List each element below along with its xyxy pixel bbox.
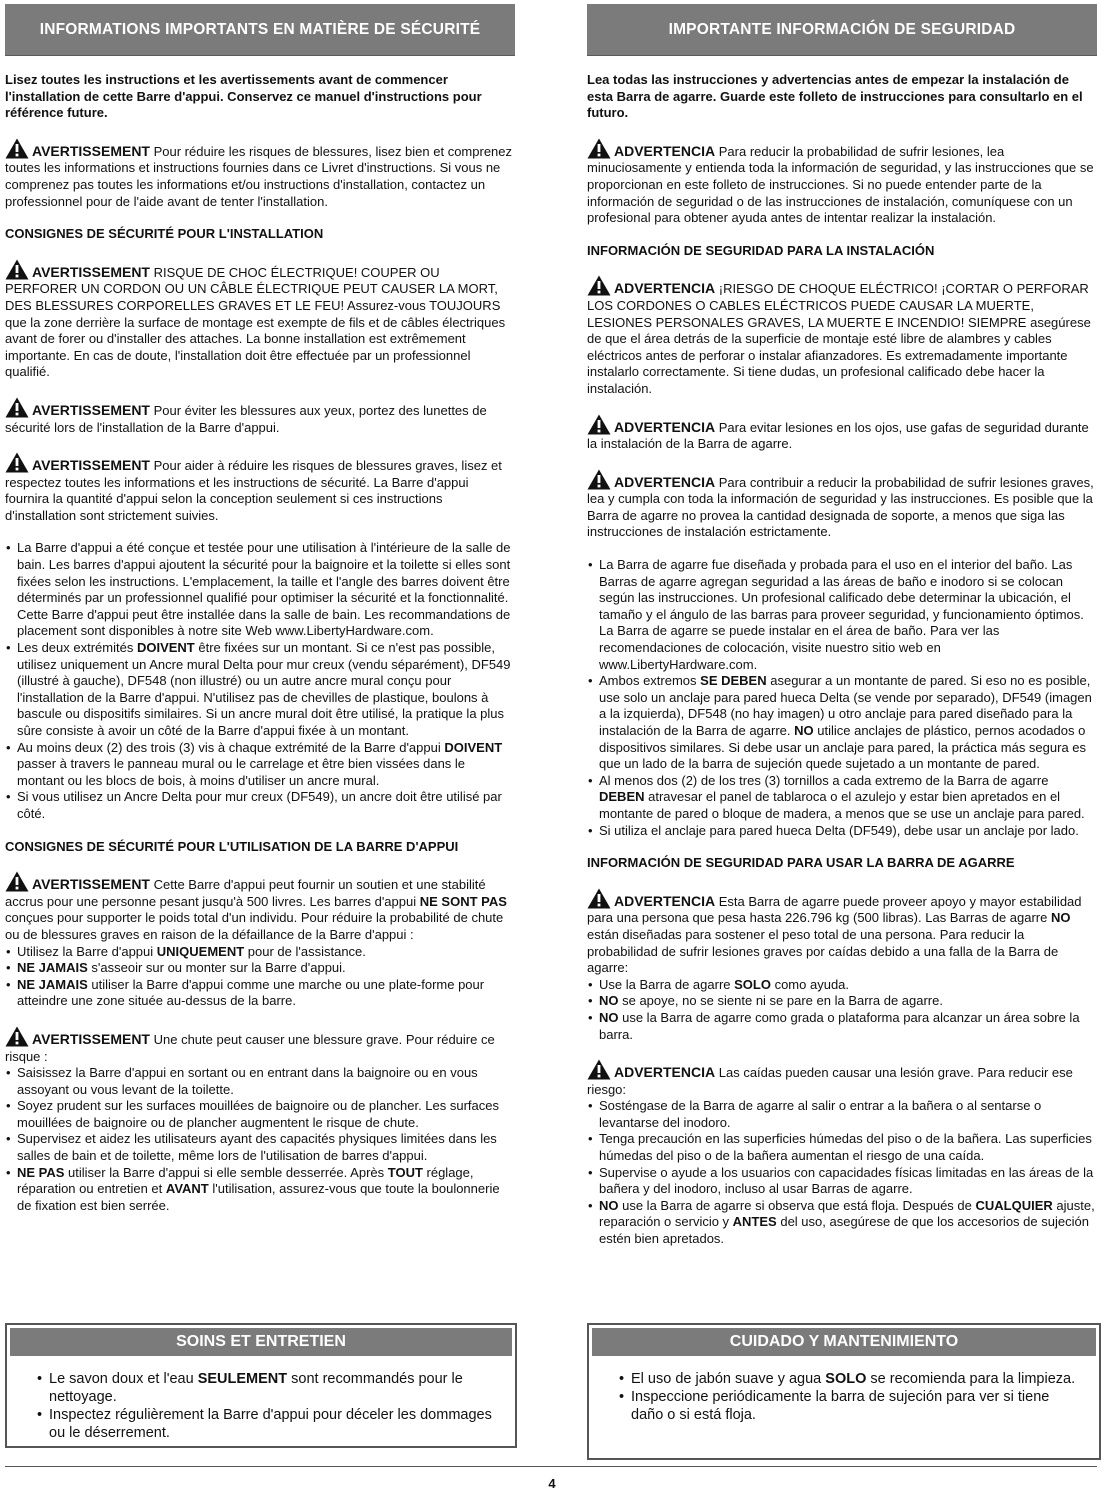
list-item: • El uso de jabón suave y agua SOLO se recomienda para la limpieza. [619, 1370, 1085, 1388]
list-item: • NO use la Barra de agarre como grada o plataforma para alcanzar un área sobre la barra. [587, 1010, 1097, 1043]
list-item: • Les deux extrémités DOIVENT être fixées sur un montant. Si ce n'est pas possible, utilisez uniquement un Ancre mural Delta pour mur creux (vendu séparément), DF549 (illustré à gauche), DF548 (non illustré) ou un autre ancre mural conçu pour l'installation de la Barre d'appui. N'utilisez pas de chevilles de plastique, boulons à bascule ou dispositifs similaires. Si un ancre mural doit être utilisé, la pratique la plus sûre consiste à avoir un côté de la Barre d'appui fixée à un montant. [5, 640, 515, 740]
french-warning-2: AVERTISSEMENT RISQUE DE CHOC ÉLECTRIQUE! COUPER OU PERFORER UN CORDON OU UN CÂBLE ÉLECTRIQUE PEUT CAUSER LA MORT, DES BLESSURES CORPORELLES GRAVES ET LE FEU! Assurez-vous TOUJOURS que la zone derrière la surface de montage est exempte de fils et de câbles électriques avant de forer ou d'installer des attaches. La bonne installation est extrêmement importante. En cas de doute, l'installation doit être effectuée par un professionnel qualifié. [5, 259, 515, 381]
warning-triangle-icon [587, 138, 611, 159]
french-install-list [5, 540, 515, 822]
list-item: • Si utiliza el anclaje para pared hueca Delta (DF549), debe usar un anclaje por lado. [587, 823, 1097, 840]
french-use-list [5, 944, 515, 1010]
french-use-heading: CONSIGNES DE SÉCURITÉ POUR L'UTILISATION DE LA BARRE D'APPUI [5, 838, 459, 854]
warning-triangle-icon [587, 414, 611, 435]
spanish-care-title: CUIDADO Y MANTENIMIENTO [592, 1328, 1096, 1356]
warning-triangle-icon [5, 452, 29, 473]
spanish-warning-1: ADVERTENCIA Para reducir la probabilidad de sufrir lesiones, lea minuciosamente y entienda toda la información de seguridad, y las instrucciones que se proporcionan en este folleto de instrucciones. Si no puede entender parte de la información de seguridad o de las instrucciones de instalación, comuníquese con un profesional para obtener ayuda antes de intentar realizar la instalación. [587, 138, 1097, 227]
list-item: • NO use la Barra de agarre si observa que está floja. Después de CUALQUIER ajuste, reparación o servicio y ANTES del uso, asegúrese de que los accesorios de sujeción estén bien apretados. [587, 1198, 1097, 1248]
french-care-list [7, 1370, 515, 1442]
spanish-column [587, 4, 1097, 1248]
list-item: • Au moins deux (2) des trois (3) vis à chaque extrémité de la Barre d'appui DOIVENT passer à travers le panneau mural ou le carrelage et être bien vissées dans le montant ou les blocs de bois, à moins d'utiliser un ancre mural. [5, 740, 515, 790]
french-warning-6: AVERTISSEMENT Une chute peut causer une blessure grave. Pour réduire ce risque : [5, 1026, 515, 1065]
list-item: • Use la Barra de agarre SOLO como ayuda. [587, 977, 1097, 994]
spanish-warning-6: ADVERTENCIA Las caídas pueden causar una lesión grave. Para reducir ese riesgo: [587, 1059, 1097, 1098]
page-number: 4 [548, 1476, 556, 1491]
spanish-warning-3: ADVERTENCIA Para evitar lesiones en los ojos, use gafas de seguridad durante la instalación de la Barra de agarre. [587, 414, 1097, 453]
list-item: • Inspectez régulièrement la Barre d'appui pour déceler les dommages ou le déserrement. [37, 1406, 501, 1442]
spanish-fall-list [587, 1098, 1097, 1247]
warning-triangle-icon [587, 469, 611, 490]
french-column [5, 4, 515, 1214]
list-item: • Sosténgase de la Barra de agarre al salir o entrar a la bañera o al sentarse o levantarse del inodoro. [587, 1098, 1097, 1131]
warning-triangle-icon [5, 259, 29, 280]
warning-triangle-icon [587, 888, 611, 909]
french-install-heading: CONSIGNES DE SÉCURITÉ POUR L'INSTALLATION [5, 226, 324, 242]
spanish-install-heading: INFORMACIÓN DE SEGURIDAD PARA LA INSTALACIÓN [587, 242, 935, 258]
list-item: • NO se apoye, no se siente ni se pare en la Barra de agarre. [587, 993, 1097, 1010]
list-item: • La Barra de agarre fue diseñada y probada para el uso en el interior del baño. Las Barras de agarre agregan seguridad a las áreas de baño e inodoro si se colocan según las instrucciones. Un profesional calificado debe determinar la ubicación, el tamaño y el ángulo de las barras para proveer seguridad, y funcionamiento óptimos. La Barra de agarre se puede instalar en el área de baño. Para ver las recomendaciones de colocación, visite nuestro sitio web en www.LibertyHardware.com. [587, 557, 1097, 673]
list-item: • Si vous utilisez un Ancre Delta pour mur creux (DF549), un ancre doit être utilisé par côté. [5, 789, 515, 822]
warning-triangle-icon [587, 1059, 611, 1080]
french-warning-4: AVERTISSEMENT Pour aider à réduire les risques de blessures graves, lisez et respectez toutes les informations et les instructions de sécurité. La Barre d'appui fournira la quantité d'appui selon la conception seulement si ces instructions d'installation sont strictement suivies. [5, 452, 515, 524]
spanish-install-list [587, 557, 1097, 839]
list-item: • Soyez prudent sur les surfaces mouillées de baignoire ou de plancher. Les surfaces mouillées de baignoire ou de plancher augmentent le risque de chute. [5, 1098, 515, 1131]
warning-triangle-icon [5, 871, 29, 892]
french-warning-1: AVERTISSEMENT Pour réduire les risques de blessures, lisez bien et comprenez toutes les informations et instructions fournies dans ce Livret d'instructions. Si vous ne comprenez pas toutes les informations et/ou instructions d'installation, contactez un professionnel pour de l'aide avant de tenter l'installation. [5, 138, 515, 210]
spanish-intro: Lea todas las instrucciones y advertencias antes de empezar la instalación de esta Barra de agarre. Guarde este folleto de instrucciones para consultarlo en el futuro. [587, 72, 1083, 121]
french-warning-5: AVERTISSEMENT Cette Barre d'appui peut fournir un soutien et une stabilité accrus pour une personne pesant jusqu'à 500 livres. Les barres d'appui NE SONT PAS conçues pour supporter le poids total d'un individu. Pour réduire la probabilité de chute ou de blessures graves en raison de la défaillance de la Barre d'appui : [5, 871, 515, 943]
spanish-warning-4: ADVERTENCIA Para contribuir a reducir la probabilidad de sufrir lesiones graves, lea y cumpla con toda la información de seguridad y las instrucciones. Es posible que la Barra de agarre no provea la cantidad designada de soporte, a menos que siga las instrucciones de instalación estrictamente. [587, 469, 1097, 541]
list-item: • Supervise o ayude a los usuarios con capacidades físicas limitadas en las áreas de la bañera y del inodoro, incluso al usar Barras de agarre. [587, 1165, 1097, 1198]
spanish-care-list [589, 1370, 1099, 1424]
list-item: • Al menos dos (2) de los tres (3) tornillos a cada extremo de la Barra de agarre DEBEN atravesar el panel de tablaroca o el azulejo y estar bien apretados en el montante de pared o bloque de madera, a menos que se use un anclaje para pared. [587, 773, 1097, 823]
list-item: • NE JAMAIS utiliser la Barre d'appui comme une marche ou une plate-forme pour atteindre une zone située au-dessus de la barre. [5, 977, 515, 1010]
french-care-box [5, 1323, 517, 1448]
list-item: • NE PAS utiliser la Barre d'appui si elle semble desserrée. Après TOUT réglage, réparation ou entretien et AVANT l'utilisation, assurez-vous que toute la boulonnerie de fixation est bien serrée. [5, 1165, 515, 1215]
spanish-care-box [587, 1323, 1101, 1460]
french-section-title: INFORMATIONS IMPORTANTS EN MATIÈRE DE SÉCURITÉ [5, 4, 515, 56]
footer-divider [5, 1466, 1097, 1467]
warning-triangle-icon [5, 1026, 29, 1047]
list-item: • Ambos extremos SE DEBEN asegurar a un montante de pared. Si eso no es posible, use solo un anclaje para pared hueca Delta (se vende por separado), DF549 (imagen a la izquierda), DF548 (no hay imagen) u otro anclaje para pared diseñado para la instalación de la Barra de agarre. NO utilice anclajes de plástico, pernos acodados o dispositivos similares. Si debe usar un anclaje para pared, la práctica más segura es que un lado de la barra de sujeción quede sujetado a un montante de pared. [587, 673, 1097, 773]
french-warning-3: AVERTISSEMENT Pour éviter les blessures aux yeux, portez des lunettes de sécurité lors de l'installation de la Barre d'appui. [5, 397, 515, 436]
list-item: • Saisissez la Barre d'appui en sortant ou en entrant dans la baignoire ou en vous assoyant ou vous levant de la toilette. [5, 1065, 515, 1098]
spanish-warning-5: ADVERTENCIA Esta Barra de agarre puede proveer apoyo y mayor estabilidad para una persona que pesa hasta 226.796 kg (500 libras). Las Barras de agarre NO están diseñadas para sostener el peso total de una persona. Para reducir la probabilidad de sufrir lesiones graves por caídas debido a una falla de la Barra de agarre: [587, 888, 1097, 977]
list-item: • Inspeccione periódicamente la barra de sujeción para ver si tiene daño o si está floja. [619, 1388, 1085, 1424]
list-item: • Utilisez la Barre d'appui UNIQUEMENT pour de l'assistance. [5, 944, 515, 961]
french-intro: Lisez toutes les instructions et les avertissements avant de commencer l'installation de cette Barre d'appui. Conservez ce manuel d'instructions pour référence future. [5, 72, 482, 121]
spanish-use-heading: INFORMACIÓN DE SEGURIDAD PARA USAR LA BARRA DE AGARRE [587, 855, 1015, 871]
warning-triangle-icon [5, 138, 29, 159]
french-fall-list [5, 1065, 515, 1214]
spanish-use-list [587, 977, 1097, 1043]
spanish-section-title: IMPORTANTE INFORMACIÓN DE SEGURIDAD [587, 4, 1097, 56]
spanish-warning-2: ADVERTENCIA ¡RIESGO DE CHOQUE ELÉCTRICO! ¡CORTAR O PERFORAR LOS CORDONES O CABLES ELÉCTRICOS PUEDE CAUSAR LA MUERTE, LESIONES PERSONALES GRAVES, LA MUERTE E INCENDIO! SIEMPRE asegúrese de que el área detrás de la superficie de montaje esté libre de alambres y cables eléctricos antes de perforar o instalar afianzadores. Es extremadamente importante instalarlo correctamente. Si tiene dudas, un profesional calificado debe hacer la instalación. [587, 275, 1097, 397]
warning-triangle-icon [587, 275, 611, 296]
list-item: • Tenga precaución en las superficies húmedas del piso o de la bañera. Las superficies húmedas del piso o de la bañera aumentan el riesgo de una caída. [587, 1131, 1097, 1164]
list-item: • Supervisez et aidez les utilisateurs ayant des capacités physiques limitées dans les salles de bain et de toilette, même lors de l'utilisation de barres d'appui. [5, 1131, 515, 1164]
list-item: • NE JAMAIS s'asseoir sur ou monter sur la Barre d'appui. [5, 960, 515, 977]
list-item: • La Barre d'appui a été conçue et testée pour une utilisation à l'intérieure de la salle de bain. Les barres d'appui ajoutent la sécurité pour la baignoire et la toilette si elles sont fixées selon les instructions. L'emplacement, la taille et l'angle des barres doivent être déterminés par un professionnel qualifié pour optimiser la sécurité et la fonctionnalité. Cette Barre d'appui peut être installée dans la salle de bain. Les recommandations de placement sont disponibles à notre site Web www.LibertyHardware.com. [5, 540, 515, 640]
warning-triangle-icon [5, 397, 29, 418]
french-care-title: SOINS ET ENTRETIEN [10, 1328, 512, 1356]
list-item: • Le savon doux et l'eau SEULEMENT sont recommandés pour le nettoyage. [37, 1370, 501, 1406]
